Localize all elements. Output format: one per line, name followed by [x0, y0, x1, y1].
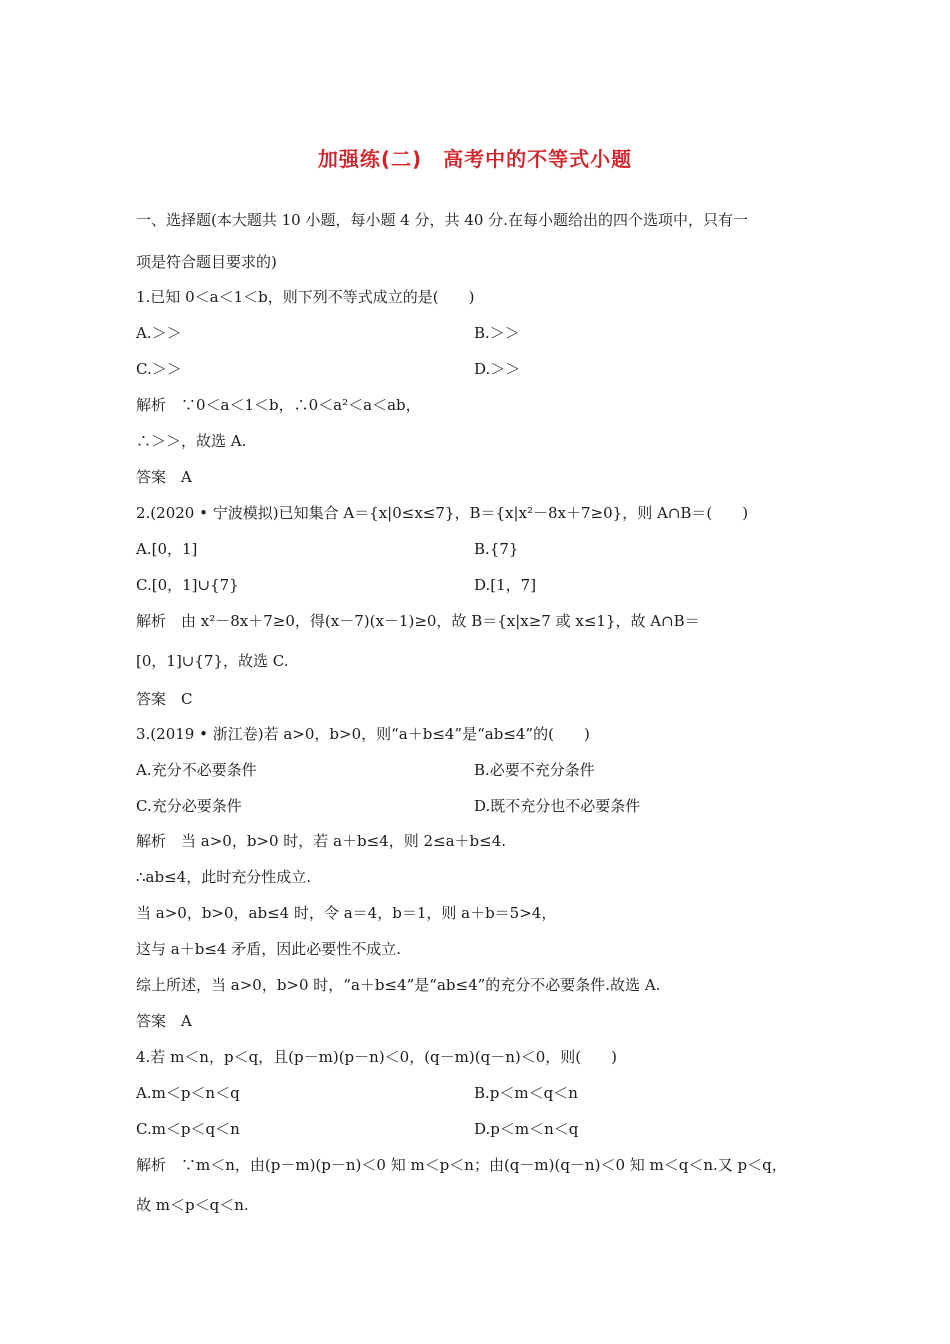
q3-analysis-3: 当 a>0，b>0，ab≤4 时，令 a＝4，b＝1，则 a＋b＝5>4，	[136, 904, 557, 922]
q3-option-a: A.充分不必要条件	[136, 761, 257, 779]
q1-stem: 1.已知 0＜a＜1＜b，则下列不等式成立的是( )	[136, 288, 475, 306]
q3-analysis-5: 综上所述，当 a>0，b>0 时，“a＋b≤4”是“ab≤4”的充分不必要条件.故选 A.	[136, 976, 661, 994]
q2-stem: 2.(2020 • 宁波模拟)已知集合 A＝{x|0≤x≤7}，B＝{x|x²－8x＋7≥0}，则 A∩B＝( )	[136, 504, 749, 522]
q2-option-d: D.[1，7]	[474, 576, 537, 594]
page-title: 加强练(二) 高考中的不等式小题	[317, 147, 633, 171]
q2-option-c: C.[0，1]∪{7}	[136, 576, 239, 594]
q3-option-d: D.既不充分也不必要条件	[474, 797, 641, 815]
q2-option-a: A.[0，1]	[136, 540, 198, 558]
q1-option-d: D.＞＞	[474, 360, 521, 378]
q3-analysis-4: 这与 a＋b≤4 矛盾，因此必要性不成立.	[136, 940, 401, 958]
q4-option-d: D.p＜m＜n＜q	[474, 1120, 579, 1138]
q4-option-b: B.p＜m＜q＜n	[474, 1084, 578, 1102]
q1-answer: 答案 A	[136, 468, 192, 486]
q3-option-c: C.充分必要条件	[136, 797, 242, 815]
q4-option-a: A.m＜p＜n＜q	[136, 1084, 240, 1102]
q3-analysis-2: ∴ab≤4，此时充分性成立.	[136, 868, 311, 886]
q3-option-b: B.必要不充分条件	[474, 761, 595, 779]
q3-analysis-1: 解析 当 a>0，b>0 时，若 a＋b≤4，则 2≤a＋b≤4.	[136, 832, 507, 850]
q4-option-c: C.m＜p＜q＜n	[136, 1120, 240, 1138]
q3-stem: 3.(2019 • 浙江卷)若 a>0，b>0，则“a＋b≤4”是“ab≤4”的( )	[136, 725, 590, 743]
section-intro-line2: 项是符合题目要求的)	[136, 253, 277, 271]
q2-analysis-1: 解析 由 x²－8x＋7≥0，得(x－7)(x－1)≥0，故 B＝{x|x≥7 或 x≤1}，故 A∩B＝	[136, 612, 700, 630]
q2-answer: 答案 C	[136, 690, 193, 708]
q1-option-a: A.＞＞	[136, 324, 182, 342]
q3-answer: 答案 A	[136, 1012, 192, 1030]
q4-analysis-1: 解析 ∵m＜n，由(p－m)(p－n)＜0 知 m＜p＜n；由(q－m)(q－n)＜0 知 m＜q＜n.又 p＜q，	[136, 1156, 787, 1174]
q2-analysis-2: [0，1]∪{7}，故选 C.	[136, 652, 289, 670]
section-intro-line1: 一、选择题(本大题共 10 小题，每小题 4 分，共 40 分.在每小题给出的四个选项中，只有一	[136, 211, 748, 229]
q1-option-b: B.＞＞	[474, 324, 520, 342]
q4-analysis-2: 故 m＜p＜q＜n.	[136, 1196, 249, 1214]
q1-analysis-2: ∴＞＞，故选 A.	[136, 432, 247, 450]
q4-stem: 4.若 m＜n，p＜q，且(p－m)(p－n)＜0，(q－m)(q－n)＜0，则( )	[136, 1048, 617, 1066]
q1-analysis-1: 解析 ∵0＜a＜1＜b，∴0＜a²＜a＜ab，	[136, 396, 421, 414]
q1-option-c: C.＞＞	[136, 360, 182, 378]
q2-option-b: B.{7}	[474, 540, 519, 558]
